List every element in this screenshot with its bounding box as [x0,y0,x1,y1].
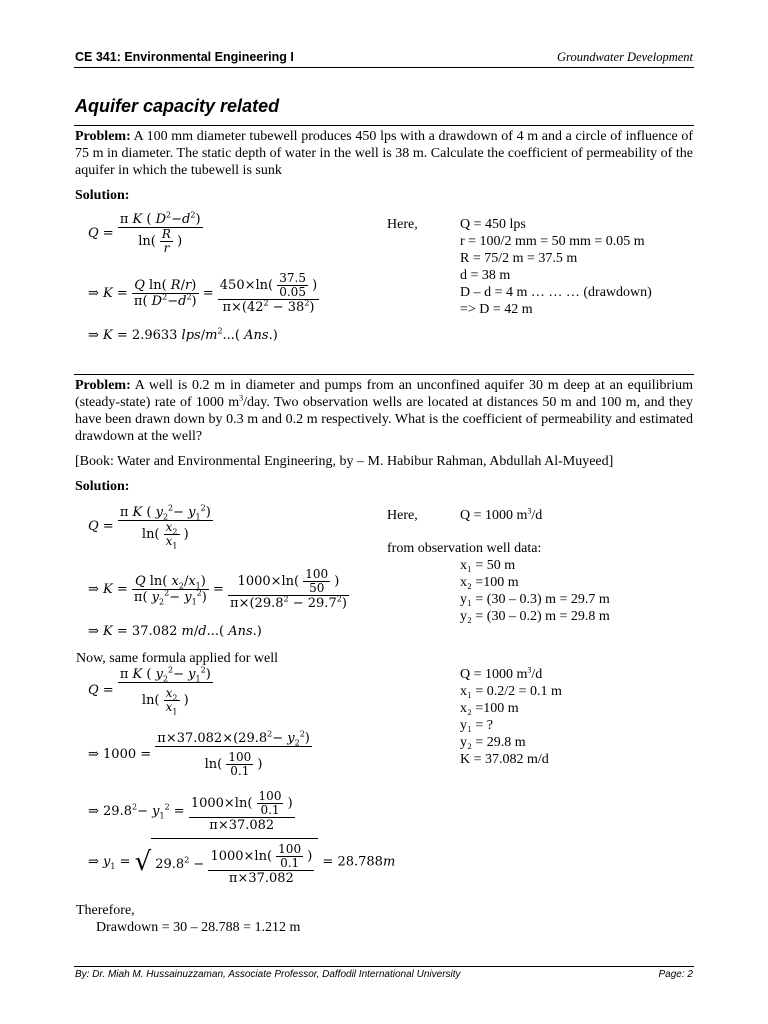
given-line: Q = 1000 $m^3/d$ [460,665,543,682]
p2-eq-well-q: Q = π K ( $y_2^2- y_1^2$) ln( $\frac{x_2}{x_1}$ ) [88,665,211,717]
well-q-text: Q = 1000 m [460,667,528,682]
problem1-statement [75,128,693,179]
given-line: y₂ = 29.8 m [460,735,526,750]
footer-divider [74,966,694,967]
problem2-here-label: Here, [387,508,418,523]
p1-eq-k: ⇒ K = $\frac{\text{Q ln( R/r)}}{\pi( D^2-d^2)}$ = 450×ln( $\frac{37.5}{0.05}$ ) $\pi\times(42^2 - 38^2)$ [88,271,318,315]
p2-y1-value: 28.788 [337,854,383,870]
problem1-text: A 100 mm diameter tubewell produces 450 lps with a drawdown of 4 m and a circle of influence of 75 m in diameter. The static depth of water in the well is 38 m. Calculate the coefficient of permeability of the aquifer in which the tubewell is sunk [75,129,693,178]
problem1-given-list [460,216,652,318]
p2-eq-y1-sq: ⇒ $29.8^2- y_1^2$ = 1000×ln( $\frac{100}{0.1}$ ) π×37.082 [88,789,293,833]
p1-k-value: 2.9633 [131,328,178,343]
given-line: y₁ = ? [460,718,493,733]
problem2-well-given [460,666,562,768]
given-line: Q = 450 lps [460,217,526,232]
problem2-q-given: Q = 1000 $m^3/d$ [460,506,543,523]
q-given-text: Q = 1000 m [460,508,528,523]
problem2-solution-label: Solution: [75,479,130,494]
footer-author: By: Dr. Miah M. Hussainuzzaman, Associate Professor, Daffodil International University [75,969,461,980]
header-divider [74,67,694,68]
given-line: D – d = 4 m … … … (drawdown) [460,285,652,300]
problem2-obs-list [460,557,610,625]
problem2-obs-label: from observation well data: [387,541,542,556]
footer-page: Page: 2 [658,969,693,980]
given-line: y₁ = (30 – 0.3) m = 29.7 m [460,592,610,607]
therefore-text: Therefore, [76,903,135,918]
p1-eq-q: Q = π K ( $D^2-d^2$) ln( $\frac{R}{r}$ ) [88,210,201,255]
header-course: CE 341: Environmental Engineering I [75,50,294,64]
problem2-reference: [Book: Water and Environmental Engineering, by – M. Habibur Rahman, Abdullah Al-Muyeed] [75,454,614,469]
problem2-now-text: Now, same formula applied for well [76,651,279,666]
given-line: x₂ =100 m [460,575,519,590]
given-line: r = 100/2 mm = 50 mm = 0.05 m [460,234,645,249]
given-line: x₁ = 0.2/2 = 0.1 m [460,684,562,699]
section-title: Aquifer capacity related [75,96,280,116]
header-topic: Groundwater Development [557,50,693,64]
problem2-top-rule [74,374,694,375]
problem1-label: Problem: [75,129,131,144]
problem2-text-b: /day. Two observation wells are located at distances 50 m and 100 m, and they have been drawn down by 0.3 m and 0.2 m respectively. What is the coefficient of permeability and estimated drawdown at the well? [75,395,693,444]
given-line: x₁ = 50 m [460,558,516,573]
problem2-statement: Problem: A well is 0.2 m in diameter and pumps from an unconfined aquifer 30 m deep at an equilibrium (steady-state) rate of 1000 $m^3$/day. Two observation wells are located at distances 50 m and 100 m, and they have been drawn down by 0.3 m and 0.2 m respectively. What is the coefficient of permeability and estimated drawdown at the well? [75,378,693,444]
given-line: K = 37.082 m/d [460,752,549,767]
p2-k-value: 37.082 [131,624,178,639]
p2-eq-y1: ⇒ $y_1$ = √ $29.8^2$ − 1000×ln( $\frac{100}{0.1}$ ) π×37.082 = 28.788m [88,838,395,886]
given-line: x₂ =100 m [460,701,519,716]
p2-eq-q: Q = π K ( $y_2^2- y_1^2$) ln( $\frac{x_2}{x_1}$ ) [88,503,211,551]
problem1-solution-label: Solution: [75,188,130,203]
problem2-text-a: A well is 0.2 m in diameter and pumps from an unconfined aquifer 30 m deep at an equilibrium (steady-state) rate of 1000 m [75,378,693,410]
given-line: => D = 42 m [460,302,533,317]
p1-eq-result: ⇒ K = 2.9633 lps/$m^2$...( Ans.) [88,326,278,343]
given-line: y₂ = (30 – 0.2) m = 29.8 m [460,609,610,624]
p2-eq-1000: ⇒ 1000 = $\pi\times 37.082\times(29.8^2- y_2^2)$ ln( $\frac{100}{0.1}$ ) [88,729,310,778]
given-line: d = 38 m [460,268,511,283]
problem1-here-label: Here, [387,217,418,232]
problem1-top-rule [74,125,694,126]
p2-eq-k: ⇒ K = $\frac{Q \ln( x_2/x_1)}{\pi( y_2^2- y_1^2)}$ = 1000×ln( $\frac{100}{50}$ ) $\pi\times(29.8^2 - 29.7^2)$ [88,567,347,611]
p2-eq-k-result: ⇒ K = 37.082 m/d...( Ans.) [88,624,262,639]
problem2-label: Problem: [75,378,131,393]
drawdown-result: Drawdown = 30 – 28.788 = 1.212 m [96,920,301,935]
given-line: R = 75/2 m = 37.5 m [460,251,578,266]
